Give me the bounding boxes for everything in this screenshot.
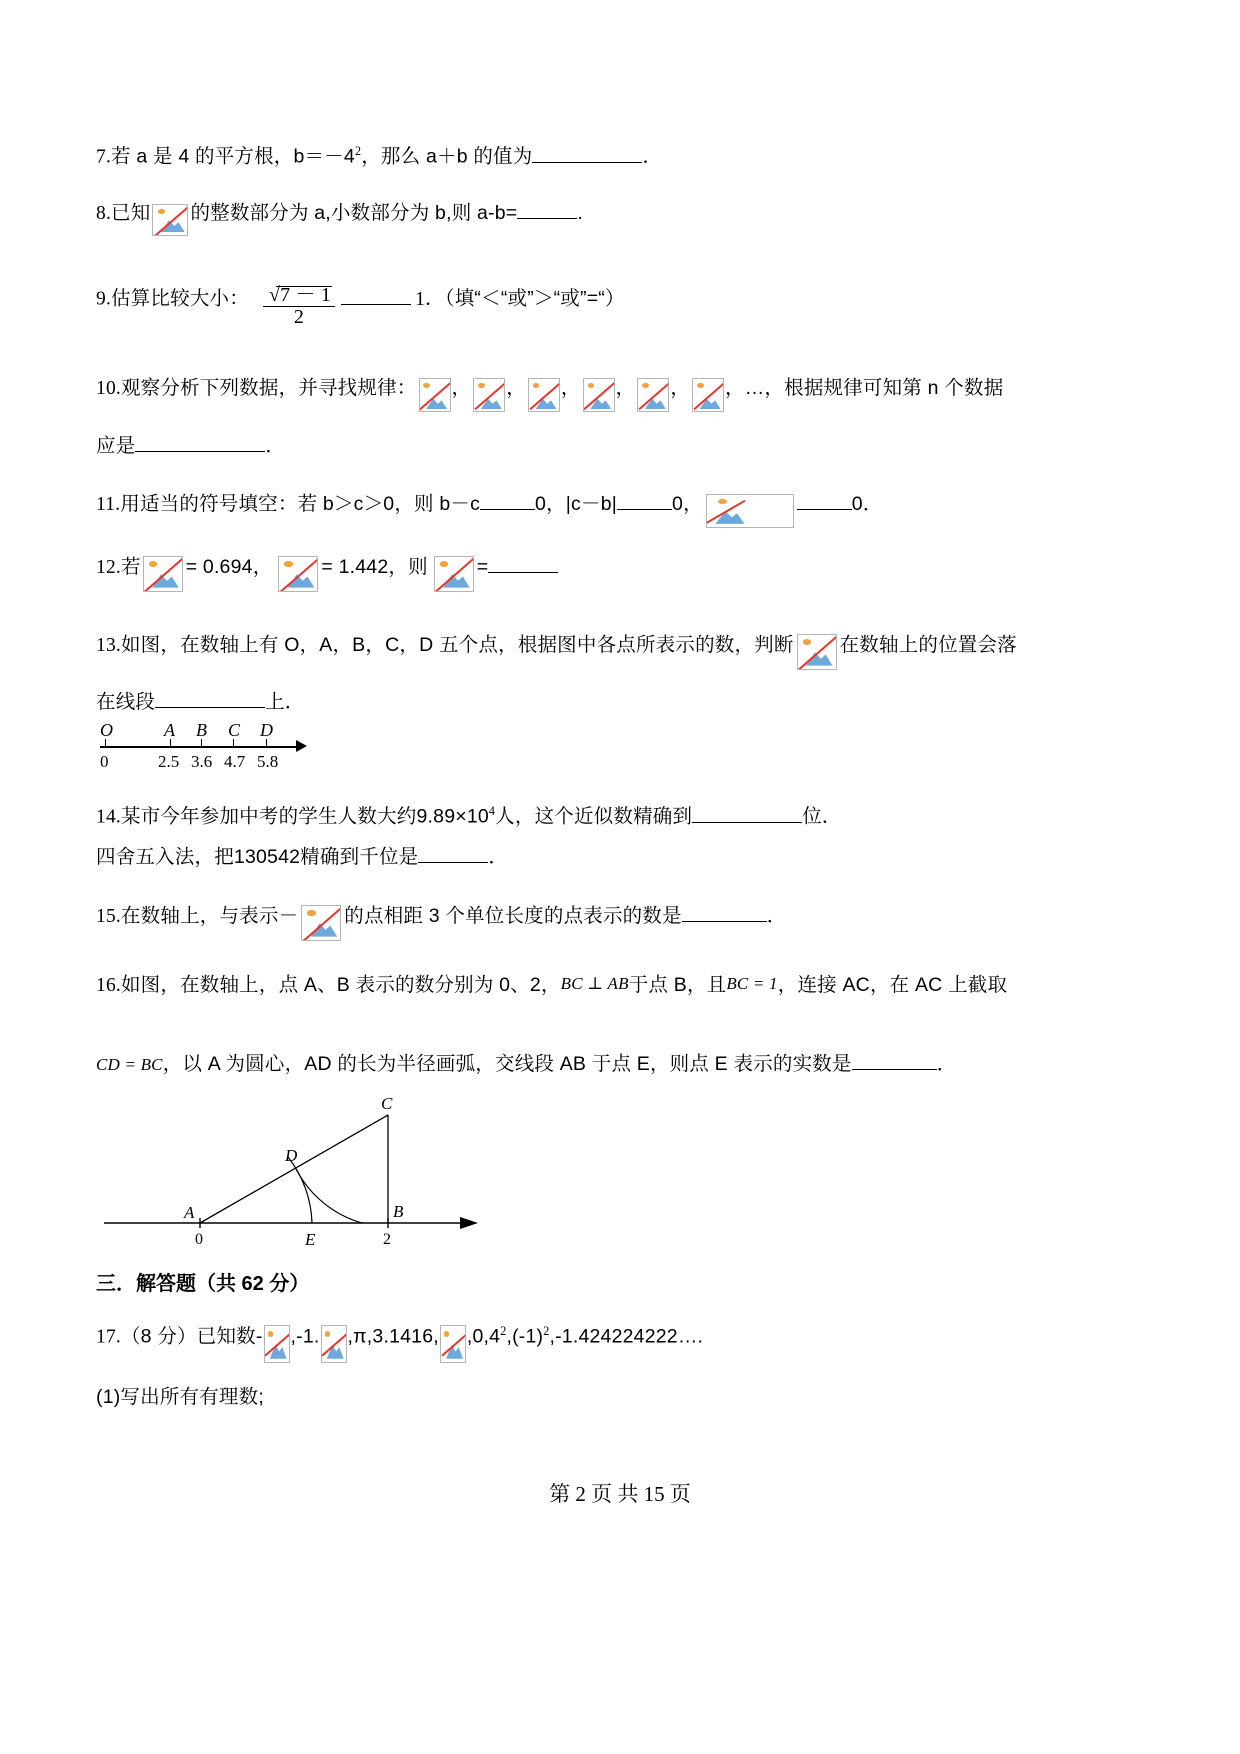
- page-footer: 第 2 页 共 15 页: [549, 1482, 691, 1506]
- q8-answer-blank[interactable]: [517, 218, 577, 219]
- q10-prefix: 观察分析下列数据，并寻找规律：: [120, 377, 417, 400]
- point-label-B: B: [196, 720, 207, 740]
- q7-number: 7.: [96, 146, 112, 168]
- q11-prefix: 用适当的符号填空：若 b＞c＞0，则 b－c: [120, 493, 481, 516]
- broken-image-icon: [583, 378, 615, 412]
- point-label-D: D: [260, 720, 273, 740]
- question-13: [96, 634, 1017, 658]
- broken-image-icon: [440, 1325, 466, 1363]
- q11-text-2: 0，: [672, 493, 703, 516]
- q9-num-text: 7 － 1: [280, 284, 332, 306]
- axis-value-0: 0: [195, 1231, 203, 1248]
- q11-text-3: 0．: [851, 493, 883, 516]
- q17-part-4: ,(-1): [506, 1325, 544, 1348]
- q11-text-1: 0，|c－b|: [535, 493, 618, 516]
- question-10: [96, 378, 1003, 400]
- broken-image-icon: [692, 378, 724, 412]
- question-16-line2: [96, 1055, 956, 1075]
- q10-answer-blank[interactable]: [135, 451, 265, 452]
- question-14-line2: [96, 848, 508, 868]
- point-label-C: C: [228, 720, 241, 740]
- q16-expr-2: BC = 1: [726, 974, 778, 993]
- q12-value-1: = 0.694，: [185, 556, 273, 579]
- q7-text-after: ，那么 a＋b 的值为: [361, 145, 533, 168]
- fraction: [263, 285, 335, 328]
- number-line-figure: [100, 718, 315, 778]
- q15-suffix: 的点相距 3 个单位长度的点表示的数是: [344, 905, 682, 928]
- q17-part-1: ,-1.: [290, 1325, 320, 1348]
- label-B: B: [393, 1202, 404, 1221]
- q13-line2-prefix: 在线段: [96, 691, 156, 713]
- q10-ellipsis: …: [744, 377, 765, 400]
- q10-sep-2: ，: [506, 377, 526, 400]
- broken-image-icon: [278, 556, 318, 592]
- question-7: [96, 145, 662, 167]
- question-17: [96, 1325, 703, 1349]
- broken-image-icon: [419, 378, 451, 412]
- q16-number: 16.: [96, 975, 121, 996]
- q10-sep-6: ，: [725, 377, 745, 400]
- q11-blank-3[interactable]: [797, 509, 852, 510]
- broken-image-icon: [434, 556, 474, 592]
- q9-compare-value: 1: [415, 288, 426, 310]
- q7-exponent: 2: [354, 144, 362, 158]
- q14-text: 某市今年参加中考的学生人数大约9.89×10: [120, 805, 489, 828]
- broken-image-icon: [143, 556, 183, 592]
- broken-image-icon: [264, 1325, 290, 1363]
- point-value-C: 4.7: [224, 752, 246, 771]
- q10-sep-4: ，: [615, 377, 636, 400]
- q16-line2-text: ，以 A 为圆心，AD 的长为半径画弧，交线段 AB 于点 E，则点 E 表示的实数是: [162, 1053, 852, 1075]
- q16-prefix: 如图，在数轴上，点 A、B 表示的数分别为 0、2，: [120, 974, 561, 996]
- question-8: [96, 204, 583, 224]
- q14-number: 14.: [96, 806, 121, 828]
- q14-answer-blank[interactable]: [692, 822, 802, 823]
- arc-CD: [296, 1169, 362, 1223]
- q10-sep-5: ，: [670, 377, 691, 400]
- number-line-axis: [100, 746, 298, 748]
- q13-number: 13.: [96, 635, 121, 657]
- q7-tail: ．: [642, 145, 663, 168]
- q15-prefix: 在数轴上，与表示－: [120, 905, 299, 928]
- question-15: [96, 905, 786, 929]
- broken-image-icon: [473, 378, 505, 412]
- point-value-A: 2.5: [158, 752, 180, 771]
- radical-bar: [276, 286, 332, 287]
- q17-part-3: ,0,4: [466, 1325, 501, 1348]
- q12-number: 12.: [96, 557, 121, 579]
- label-E: E: [305, 1230, 316, 1249]
- q12-answer-blank[interactable]: [488, 572, 558, 573]
- point-label-O: O: [100, 720, 113, 740]
- question-12: [96, 556, 558, 580]
- q17-part-2: ,π,3.1416,: [347, 1325, 439, 1348]
- radical-sign: √ 7 － 1: [268, 284, 332, 306]
- fraction-denominator: 2: [263, 306, 335, 328]
- label-A: A: [184, 1203, 195, 1222]
- q9-number: 9.: [96, 288, 112, 310]
- point-value-D: 5.8: [257, 752, 279, 771]
- question-10-line2: [96, 437, 285, 457]
- geometry-svg: [100, 1095, 520, 1250]
- q16-line2-expr: CD = BC: [96, 1055, 163, 1074]
- label-D: D: [285, 1146, 298, 1165]
- q11-blank-2[interactable]: [617, 509, 672, 510]
- q12-prefix: 若: [120, 556, 141, 579]
- q16-line2-tail: ．: [936, 1053, 957, 1075]
- question-9: [96, 284, 625, 328]
- q12-value-3: =: [476, 556, 489, 579]
- q13-answer-blank[interactable]: [155, 707, 265, 708]
- q10-line2-prefix: 应是: [96, 435, 136, 457]
- q10-suffix: ，根据规律可知第 n 个数据: [764, 377, 1004, 400]
- question-14: [96, 805, 842, 827]
- geometry-figure: [100, 1095, 520, 1250]
- q10-number: 10.: [96, 378, 121, 400]
- q14-line2-tail: ．: [488, 846, 509, 868]
- q15-number: 15.: [96, 906, 121, 928]
- segment-AC: [200, 1115, 388, 1223]
- q16-answer-blank[interactable]: [852, 1069, 937, 1070]
- q8-prefix: 已知: [111, 202, 151, 225]
- q17-prefix: 已知数-: [196, 1325, 263, 1348]
- question-17-sub-1: (1)写出所有有理数;: [96, 1386, 264, 1408]
- broken-image-icon: [301, 905, 341, 941]
- q8-number: 8.: [96, 203, 112, 225]
- q14-line2-before: 四舍五入法，把130542精确到千位是: [96, 846, 419, 868]
- q15-answer-blank[interactable]: [682, 921, 767, 922]
- question-11: [96, 494, 883, 516]
- question-16: [96, 975, 1007, 996]
- q16-mid-2: ，连接 AC，在 AC 上截取: [777, 974, 1008, 996]
- q13-suffix: 在数轴上的位置会落: [839, 634, 1017, 657]
- q7-answer-blank[interactable]: [532, 162, 642, 163]
- q8-tail: .: [577, 202, 584, 225]
- q14-text-2: 人，这个近似数精确到: [495, 805, 693, 828]
- q9-tail: ．（填“＜“或”＞“或”=“）: [425, 287, 625, 310]
- q11-number: 11.: [96, 494, 121, 516]
- broken-image-icon: [637, 378, 669, 412]
- q9-prefix: 估算比较大小：: [111, 287, 249, 310]
- q17-exp-1: 2: [500, 1324, 507, 1338]
- q14-tail: 位．: [802, 805, 842, 828]
- q16-mid-1: 于点 B，且: [628, 974, 727, 996]
- q14-exponent: 4: [488, 804, 496, 818]
- number-line-arrow: [296, 740, 307, 752]
- q9-compare-blank[interactable]: [341, 304, 411, 305]
- section-heading: 三．解答题（共 62 分）: [96, 1273, 310, 1295]
- point-value-O: 0: [100, 752, 109, 771]
- q13-prefix: 如图，在数轴上有 O，A，B，C，D 五个点，根据图中各点所表示的数，判断: [120, 634, 794, 657]
- q12-value-2: = 1.442，则: [321, 556, 428, 579]
- point-value-B: 3.6: [191, 752, 213, 771]
- q17-part-5: ,-1.424224222….: [549, 1325, 704, 1348]
- broken-image-icon: [706, 494, 794, 528]
- broken-image-icon: [321, 1325, 347, 1363]
- arc-AD-E: [288, 1157, 312, 1223]
- q10-line2-tail: ．: [265, 435, 286, 457]
- q17-points: （8 分）: [120, 1325, 197, 1348]
- q17-number: 17.: [96, 1326, 121, 1348]
- q10-sep-1: ，: [451, 377, 472, 400]
- q13-line2-tail: 上．: [265, 691, 305, 713]
- q11-blank-1[interactable]: [480, 509, 535, 510]
- q14-answer-blank-2[interactable]: [418, 862, 488, 863]
- broken-image-icon: [797, 634, 837, 670]
- placeholder-dot: [158, 209, 165, 214]
- label-C: C: [381, 1095, 393, 1113]
- broken-image-icon: [152, 204, 188, 236]
- broken-image-icon: [528, 378, 560, 412]
- point-label-A: A: [164, 720, 175, 740]
- axis-value-2: 2: [383, 1231, 391, 1248]
- question-13-line2: [96, 693, 305, 713]
- fraction-numerator: [263, 285, 335, 306]
- q15-tail: ．: [766, 905, 787, 928]
- q10-sep-3: ，: [560, 377, 581, 400]
- q8-middle: 的整数部分为 a,小数部分为 b,则 a-b=: [190, 202, 518, 225]
- q17-exp-2: 2: [543, 1324, 550, 1338]
- q16-expr-1: BC ⊥ AB: [560, 974, 629, 993]
- q7-text-before: 若 a 是 4 的平方根，b＝－4: [111, 145, 355, 168]
- axis-arrowhead: [460, 1217, 478, 1229]
